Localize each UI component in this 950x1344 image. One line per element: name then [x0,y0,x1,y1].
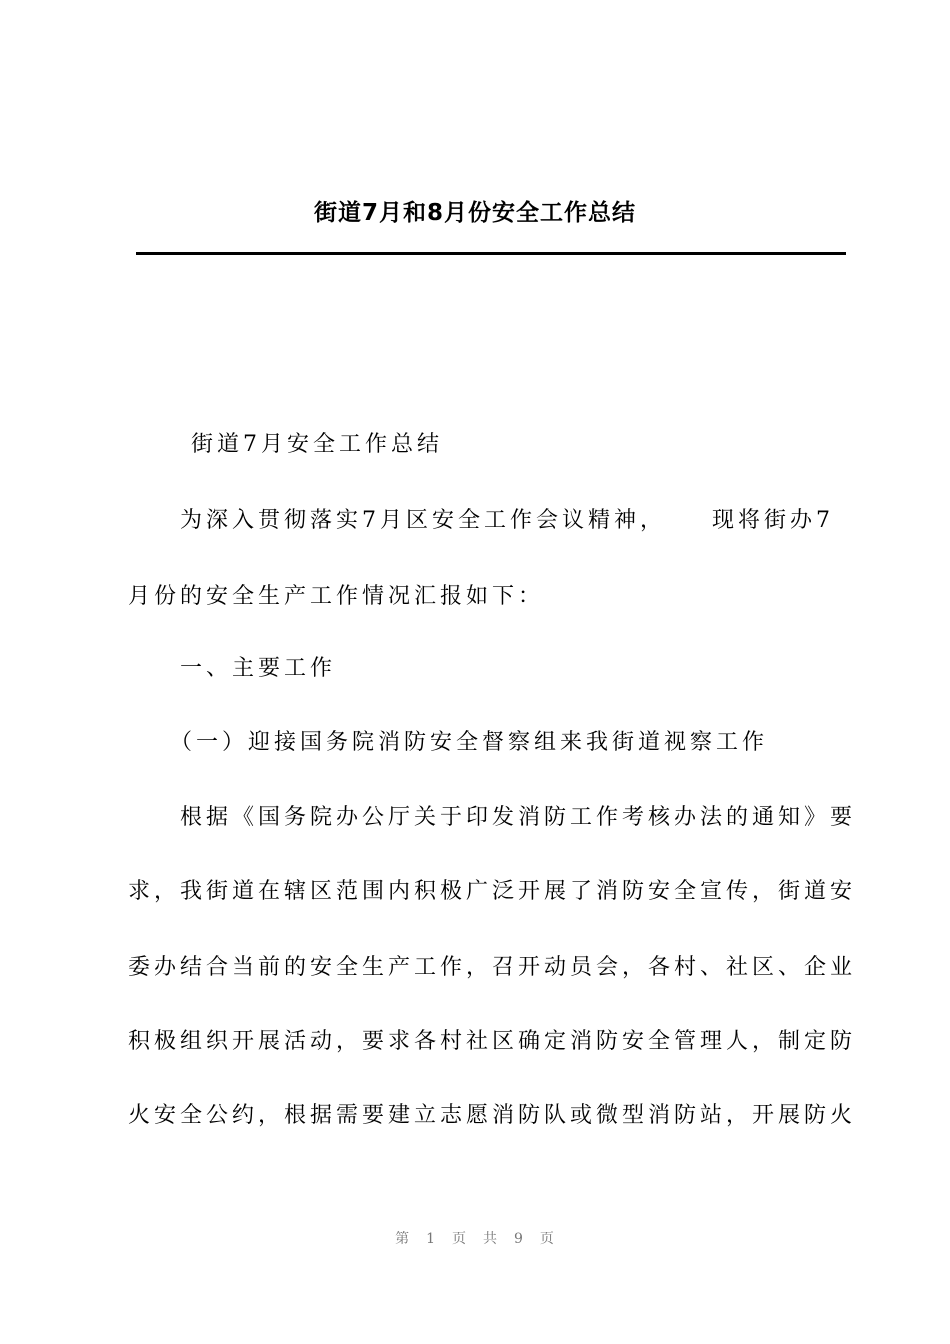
title-underline [136,252,846,255]
paragraph-line: 火安全公约，根据需要建立志愿消防队或微型消防站，开展防火 [128,1103,857,1128]
page-total: 9 [514,1231,524,1247]
subsection-heading: （一）迎接国务院消防安全督察组来我街道视察工作 [170,730,769,755]
footer-ye2: 页 [539,1231,555,1247]
paragraph-line: 根据《国务院办公厅关于印发消防工作考核办法的通知》要 [180,805,857,830]
footer-di: 第 [395,1231,411,1247]
paragraph-line: 委办结合当前的安全生产工作，召开动员会，各村、社区、企业 [128,955,857,980]
paragraph-line: 现将街办7 [712,508,834,533]
section-heading: 一、主要工作 [180,656,337,681]
page-footer [0,1229,950,1249]
section-heading: 街道7月安全工作总结 [191,432,443,457]
paragraph-line: 为深入贯彻落实7月区安全工作会议精神， [180,508,666,533]
document-title: 街道7月和8月份安全工作总结 [313,200,636,226]
paragraph-line: 求，我街道在辖区范围内积极广泛开展了消防安全宣传，街道安 [128,879,857,904]
footer-ye: 页 [452,1231,467,1247]
paragraph-line: 月份的安全生产工作情况汇报如下： [128,584,545,609]
page-number: 1 [426,1231,436,1247]
paragraph-line: 积极组织开展活动，要求各村社区确定消防安全管理人，制定防 [128,1029,857,1054]
footer-gong: 共 [483,1231,498,1247]
